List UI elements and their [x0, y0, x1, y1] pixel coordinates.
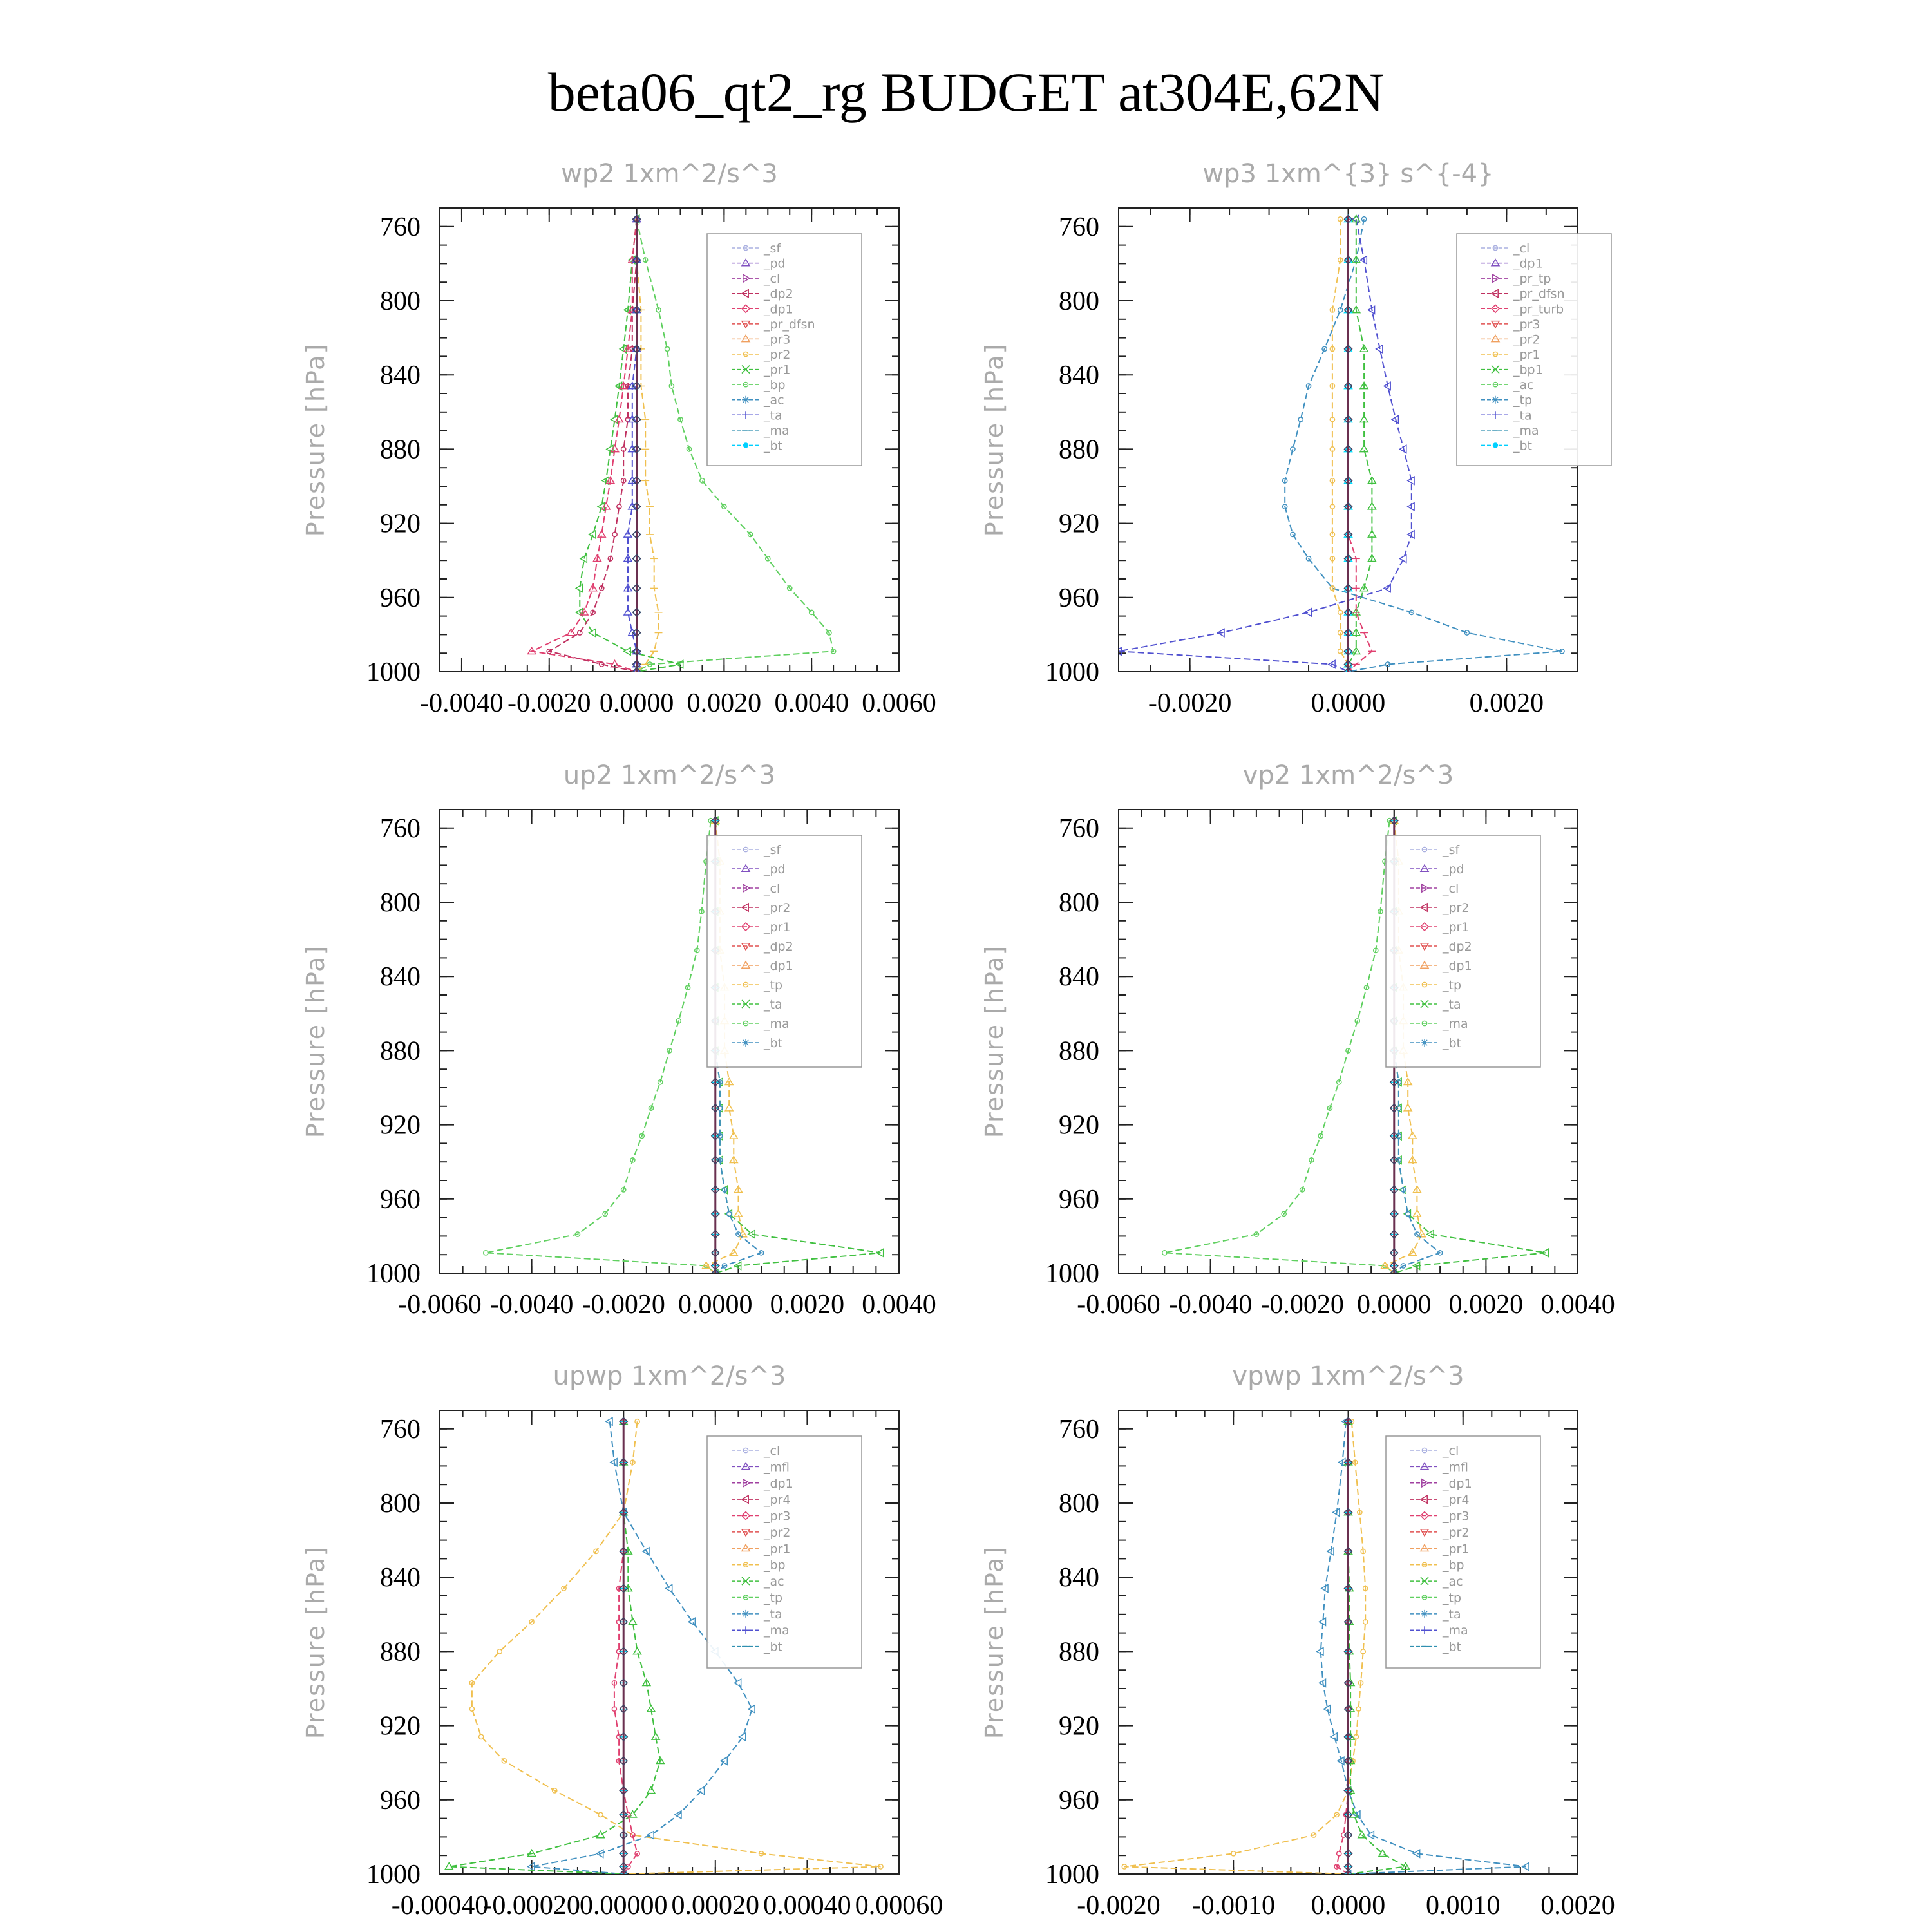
legend-label: _dp1 — [764, 302, 793, 317]
legend-label: _dp1 — [1443, 959, 1472, 973]
legend-label: _bt — [764, 439, 783, 453]
legend-label: _pr2 — [1443, 1525, 1470, 1540]
series-point — [578, 630, 582, 635]
legend-label: _pd — [764, 862, 786, 876]
panel-title: upwp 1xm^2/s^3 — [553, 1361, 786, 1391]
y-tick-label: 960 — [380, 1785, 421, 1815]
series-point — [1317, 1647, 1323, 1655]
legend-label: _dp1 — [764, 1476, 793, 1491]
x-tick-label: 0.0020 — [687, 688, 762, 718]
y-tick-label: 960 — [380, 583, 421, 613]
x-tick-label: 0.0040 — [774, 688, 849, 718]
y-tick-label: 760 — [1059, 813, 1099, 844]
legend-label: _dp2 — [764, 940, 793, 954]
y-tick-label: 920 — [1059, 1110, 1099, 1141]
legend-label: _ma — [1443, 1624, 1468, 1638]
legend-label: _pr4 — [1443, 1493, 1470, 1508]
legend-marker — [1492, 396, 1499, 404]
legend-label: _pr3 — [1513, 317, 1540, 332]
x-tick-label: -0.0060 — [1077, 1290, 1160, 1320]
x-tick-label: -0.0020 — [1260, 1290, 1344, 1320]
y-tick-label: 880 — [1059, 1036, 1099, 1066]
legend-label: _ac — [764, 393, 784, 408]
legend-label: _dp2 — [1443, 940, 1472, 954]
series-line-dp1 — [1164, 820, 1394, 1273]
x-tick-label: -0.0040 — [1168, 1290, 1253, 1320]
y-tick-label: 760 — [1059, 212, 1099, 242]
legend-label: _bp — [764, 1558, 786, 1573]
legend-label: _sf — [1443, 843, 1460, 857]
y-tick-label: 840 — [1059, 1563, 1099, 1593]
legend-label: _pr1 — [1443, 920, 1470, 934]
legend-label: _mfl — [1443, 1460, 1468, 1475]
legend-label: _bt — [1443, 1640, 1462, 1654]
legend-label: _ma — [764, 1624, 790, 1638]
x-tick-label: -0.00020 — [483, 1891, 580, 1920]
x-tick-label: 0.0020 — [770, 1290, 845, 1320]
y-tick-label: 960 — [1059, 1184, 1099, 1215]
series-point — [589, 629, 596, 637]
chart-panel-1 — [301, 159, 936, 718]
y-tick-label: 920 — [1059, 509, 1099, 539]
legend-label: _pr1 — [1443, 1542, 1470, 1557]
y-tick-label: 840 — [380, 1563, 421, 1593]
chart-panel-5 — [301, 1361, 943, 1920]
y-tick-label: 920 — [380, 1711, 421, 1741]
legend-label: _cl — [764, 1444, 781, 1458]
legend-label: _ac — [1443, 1575, 1463, 1589]
x-tick-label: 0.0000 — [1311, 688, 1386, 718]
y-tick-label: 840 — [380, 361, 421, 391]
series-point — [598, 1812, 603, 1817]
y-tick-label: 800 — [1059, 1489, 1099, 1519]
x-tick-label: 0.00040 — [763, 1891, 851, 1920]
x-tick-label: -0.00040 — [391, 1891, 489, 1920]
legend-label: _cl — [764, 272, 781, 287]
legend-label: _pr2 — [764, 1525, 791, 1540]
legend-label: _pr1 — [764, 363, 791, 377]
y-axis-label: Pressure [hPa] — [301, 944, 330, 1139]
series-point — [700, 478, 705, 483]
x-tick-label: -0.0020 — [1148, 688, 1232, 718]
legend-label: _dp2 — [764, 287, 793, 301]
legend-label: _ma — [1513, 423, 1539, 438]
legend — [1386, 1436, 1540, 1668]
legend-label: _pr3 — [764, 1509, 791, 1524]
legend — [707, 1436, 862, 1668]
legend-label: _ma — [764, 1017, 790, 1031]
legend-marker — [743, 442, 748, 448]
legend-label: _sf — [764, 843, 781, 857]
legend-label: _bp — [764, 378, 786, 393]
chart-panel-6 — [980, 1361, 1615, 1920]
y-axis-label: Pressure [hPa] — [980, 944, 1009, 1139]
x-tick-label: -0.0040 — [489, 1290, 574, 1320]
legend — [1386, 835, 1540, 1067]
y-tick-label: 880 — [380, 435, 421, 465]
legend-label: _bt — [1443, 1036, 1462, 1050]
series-point — [597, 1832, 605, 1838]
y-tick-label: 840 — [1059, 962, 1099, 992]
x-tick-label: -0.0020 — [507, 688, 591, 718]
x-tick-label: 0.0040 — [1540, 1290, 1615, 1320]
y-tick-label: 1000 — [366, 658, 421, 687]
series-line-pr1 — [1124, 1421, 1365, 1874]
y-tick-label: 960 — [1059, 1785, 1099, 1815]
legend-label: _pr1 — [1513, 348, 1540, 362]
y-tick-label: 960 — [380, 1184, 421, 1215]
legend-label: _bt — [1513, 439, 1533, 453]
y-tick-label: 880 — [1059, 1637, 1099, 1667]
y-tick-label: 1000 — [366, 1259, 421, 1289]
series-line-dp1 — [614, 1421, 638, 1874]
y-axis-label: Pressure [hPa] — [980, 1545, 1009, 1739]
x-tick-label: 0.0020 — [1540, 1891, 1615, 1920]
legend-label: _bp — [1443, 1558, 1464, 1573]
series-point — [479, 1734, 484, 1739]
legend-label: _ta — [764, 998, 782, 1012]
series-point — [497, 1649, 502, 1654]
legend-label: _pr1 — [764, 1542, 791, 1557]
y-tick-label: 1000 — [1045, 1860, 1099, 1889]
series-point — [739, 1733, 746, 1741]
legend-marker — [1493, 442, 1498, 448]
legend-label: _ma — [764, 423, 790, 438]
y-tick-label: 800 — [1059, 287, 1099, 316]
legend-label: _pr2 — [1513, 332, 1540, 347]
y-axis-label: Pressure [hPa] — [301, 1545, 330, 1739]
legend-label: _pr_turb — [1513, 302, 1564, 317]
y-tick-label: 880 — [380, 1637, 421, 1667]
y-tick-label: 800 — [380, 1489, 421, 1519]
series-point — [1338, 649, 1343, 654]
legend-label: _pd — [1443, 862, 1464, 876]
legend-label: _pr2 — [764, 901, 791, 915]
legend-marker — [1421, 1039, 1428, 1046]
y-tick-label: 1000 — [366, 1860, 421, 1889]
legend-label: _sf — [764, 242, 781, 256]
y-axis-label: Pressure [hPa] — [980, 343, 1009, 537]
y-axis-label: Pressure [hPa] — [301, 343, 330, 537]
x-tick-label: 0.0010 — [1426, 1891, 1501, 1920]
series-line-bp — [449, 1421, 660, 1874]
legend-label: _ta — [1513, 408, 1532, 423]
legend-label: _pr4 — [764, 1493, 791, 1508]
legend-label: _pr_tp — [1513, 272, 1551, 287]
legend-label: _pr2 — [1443, 901, 1470, 915]
series-line-pr1 — [580, 219, 680, 672]
x-tick-label: 0.0000 — [1311, 1891, 1386, 1920]
legend-label: _pr_dfsn — [764, 317, 815, 332]
legend-label: _ta — [1443, 1607, 1461, 1622]
x-tick-label: -0.0060 — [398, 1290, 482, 1320]
y-tick-label: 760 — [380, 813, 421, 844]
legend-label: _ta — [764, 1607, 782, 1622]
x-tick-label: -0.0040 — [420, 688, 504, 718]
legend-label: _bt — [764, 1036, 783, 1050]
series-point — [1400, 554, 1406, 562]
legend-label: _tp — [764, 1591, 783, 1605]
series-line-ta — [1119, 219, 1412, 672]
series-line-dp1 — [532, 219, 637, 672]
legend-label: _tp — [1443, 1591, 1462, 1605]
legend — [1457, 234, 1611, 466]
y-tick-label: 760 — [380, 212, 421, 242]
y-tick-label: 840 — [1059, 361, 1099, 391]
panels-container — [301, 159, 1615, 1920]
y-tick-label: 800 — [380, 287, 421, 316]
legend-label: _dp1 — [764, 959, 793, 973]
figure-title: beta06_qt2_rg BUDGET at304E,62N — [547, 61, 1385, 123]
legend-label: _ac — [764, 1575, 784, 1589]
legend-label: _pd — [764, 256, 786, 271]
y-tick-label: 760 — [380, 1414, 421, 1444]
series-line-dp1 — [486, 820, 715, 1273]
chart-panel-3 — [301, 761, 936, 1320]
legend-label: _bt — [764, 1640, 783, 1654]
series-point — [580, 554, 587, 562]
x-tick-label: 0.0060 — [862, 688, 936, 718]
legend-label: _ta — [1443, 998, 1461, 1012]
legend-label: _cl — [1443, 882, 1459, 896]
legend-label: _pr3 — [1443, 1509, 1470, 1524]
y-tick-label: 1000 — [1045, 1259, 1099, 1289]
chart-panel-4 — [980, 761, 1615, 1320]
x-tick-label: 0.0000 — [678, 1290, 753, 1320]
legend-label: _cl — [764, 882, 781, 896]
legend-label: _tp — [1513, 393, 1533, 408]
legend — [707, 234, 862, 466]
legend-label: _pr2 — [764, 348, 791, 362]
legend-label: _tp — [1443, 978, 1462, 992]
series-point — [810, 610, 814, 614]
legend-marker — [742, 1039, 750, 1046]
x-tick-label: -0.0020 — [582, 1290, 665, 1320]
x-tick-label: 0.0020 — [1469, 688, 1544, 718]
legend-label: _cl — [1513, 242, 1530, 256]
legend-label: _bp1 — [1513, 363, 1543, 377]
series-line-pr2 — [637, 219, 659, 672]
legend-label: _pr1 — [764, 920, 791, 934]
y-tick-label: 920 — [380, 1110, 421, 1141]
legend-marker — [1421, 1610, 1428, 1618]
panel-title: vpwp 1xm^2/s^3 — [1232, 1361, 1464, 1391]
y-tick-label: 840 — [380, 962, 421, 992]
x-tick-label: 0.00060 — [855, 1891, 943, 1920]
legend-label: _ma — [1443, 1017, 1468, 1031]
legend — [707, 835, 862, 1067]
legend-marker — [742, 1610, 750, 1618]
legend-label: _ac — [1513, 378, 1534, 393]
x-tick-label: 0.00000 — [579, 1891, 668, 1920]
y-tick-label: 920 — [1059, 1711, 1099, 1741]
y-tick-label: 880 — [380, 1036, 421, 1066]
x-tick-label: -0.0010 — [1191, 1891, 1275, 1920]
chart-panel-2 — [980, 159, 1611, 718]
series-point — [606, 1417, 612, 1425]
series-line-dp1 — [1337, 1421, 1349, 1874]
y-tick-label: 1000 — [1045, 658, 1099, 687]
legend-marker — [742, 396, 750, 404]
series-point — [1323, 1705, 1330, 1713]
legend-label: _pr3 — [764, 332, 791, 347]
legend-label: _ta — [764, 408, 782, 423]
panel-title: vp2 1xm^2/s^3 — [1242, 761, 1454, 790]
y-tick-label: 800 — [1059, 888, 1099, 918]
x-tick-label: 0.0000 — [1357, 1290, 1432, 1320]
legend-label: _tp — [764, 978, 783, 992]
y-tick-label: 800 — [380, 888, 421, 918]
x-tick-label: 0.0020 — [1448, 1290, 1524, 1320]
legend-label: _dp1 — [1443, 1476, 1472, 1491]
series-line-dp2 — [549, 219, 637, 672]
x-tick-label: 0.0000 — [599, 688, 674, 718]
y-tick-label: 880 — [1059, 435, 1099, 465]
panel-title: wp3 1xm^{3} s^{-4} — [1202, 159, 1494, 189]
legend-label: _mfl — [764, 1460, 790, 1475]
legend-label: _pr_dfsn — [1513, 287, 1565, 301]
x-tick-label: 0.00020 — [671, 1891, 760, 1920]
y-tick-label: 960 — [1059, 583, 1099, 613]
panel-title: up2 1xm^2/s^3 — [563, 761, 776, 790]
legend-label: _cl — [1443, 1444, 1459, 1458]
panel-title: wp2 1xm^2/s^3 — [561, 159, 778, 189]
y-tick-label: 760 — [1059, 1414, 1099, 1444]
x-tick-label: 0.0040 — [862, 1290, 936, 1320]
legend-label: _dp1 — [1513, 256, 1543, 271]
y-tick-label: 920 — [380, 509, 421, 539]
x-tick-label: -0.0020 — [1077, 1891, 1160, 1920]
